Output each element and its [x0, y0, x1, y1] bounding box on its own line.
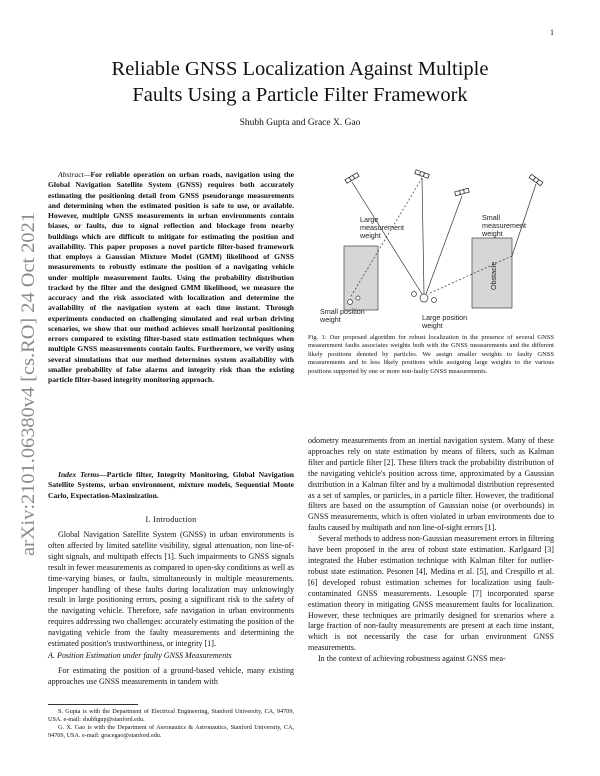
figure-1: [310, 170, 554, 330]
figure-caption: Fig. 1: Our proposed algorithm for robust localization in the presence of several GNSS measurement faults associates weights both with the GNSS measurements and the different likely positions denoted by particles. We assign smaller weights to faulty GNSS measurements and to less likely positions while assigning large weights to the various positions supported by one or more non-faulty GNSS measurements.: [308, 334, 554, 375]
index-terms: [48, 470, 294, 501]
footnote-divider: [48, 704, 138, 705]
footnote-1: S. Gupta is with the Department of Electrical Engineering, Stanford University, CA, 94709, USA. e-mail: shubhgup@stanford.edu.: [48, 708, 294, 723]
right-paragraph-2: Several methods to address non-Gaussian measurement errors in filtering have been proposed in the area of robust state estimation. Karlgaard [3] integrated the Huber estimation technique with Kalman filter for outlier-robust state estimation. Pesonen [4], Medina et al. [5], and Crespillo et al. [6] developed robust estimation schemes for localization using fault-contaminated GNSS measurements. Lesouple [7] incorporated sparse estimation theory in mitigating GNSS measurement faults for localization. However, these techniques are primarily designed for scenarios where a large fraction of non-faulty measurements are present at each time instant, which is not necessarily the case for urban environment GNSS measurements.: [308, 534, 554, 653]
figure-1-diagram: [310, 170, 554, 330]
authors: Shubh Gupta and Grace X. Gao: [239, 118, 361, 128]
small-position-weight-label: Small position weight: [320, 307, 365, 324]
right-paragraph-1: odometry measurements from an inertial navigation system. Many of these approaches rely on state estimation by means of filters, such as Kalman filter and particle filter [2]. These filters track the probability distribution of the navigating vehicle's position across time, approximated by a Gaussian distribution in a Kalman filter and by a multimodal distribution represented as a set of samples, or particles, in a particle filter. However, the traditional filters are based on the assumption of Gaussian noise (or overbounds) in GNSS measurements, which is often violated in urban environments due to faults caused by multipath and non line-of-sight errors [1].: [308, 436, 554, 533]
intro-paragraph-1: Global Navigation Satellite System (GNSS) in urban environments is often affected by limited satellite visibility, signal attenuation, non line-of-sight signals, and multipath effects [1]. Such impairments to GNSS signals result in fewer measurements as compared to open-sky conditions as well as time-varying biases, or faults, simultaneously in multiple measurements. Improper handling of these faults during localization may unknowingly result in large positioning errors, posing a significant risk to the safety of the navigating vehicle. Therefore, safe navigation in urban environments requires addressing two challenges: accurately estimating the position of the navigating vehicle from the faulty measurements and determining the estimated position's trustworthiness, or integrity [1].: [48, 530, 294, 649]
section-heading-introduction: I. Introduction: [145, 515, 197, 524]
page-number: 1: [550, 28, 554, 37]
right-column-text: [308, 436, 554, 665]
title-line-1: Reliable GNSS Localization Against Multiple: [111, 58, 489, 80]
large-position-weight-label: Large position weight: [422, 313, 468, 330]
subsection-a-paragraph: [48, 666, 294, 688]
paper-title: [60, 56, 540, 108]
index-terms-label: Index Terms—: [58, 470, 107, 479]
small-measurement-weight-label: Small measurement weight: [482, 213, 526, 238]
subsection-heading-a: A. Position Estimation under faulty GNSS Measurements: [48, 651, 232, 660]
footnotes: [48, 708, 294, 740]
footnote-2: G. X. Gao is with the Department of Aeronautics & Astronautics, Stanford University, CA, 94709, USA. e-mail: gracegao@stanford.edu.: [48, 724, 294, 739]
satellite-icon: [345, 170, 543, 196]
intro-paragraph: [48, 530, 294, 650]
index-terms-text: Particle filter, Integrity Monitoring, Global Navigation Satellite Systems, urban environment, mixture models, Sequential Monte Carlo, Expectation-Maximization.: [48, 470, 295, 500]
abstract: [48, 170, 294, 385]
arxiv-stamp: [6, 208, 46, 560]
arxiv-stamp-text: arXiv:2101.06380v4 [cs.RO] 24 Oct 2021: [18, 235, 39, 556]
obstacle-label: Obstacle: [489, 261, 498, 290]
subsection-a-paragraph-1: For estimating the position of a ground-based vehicle, many existing approaches use GNSS measurements in tandem with: [48, 666, 294, 686]
abstract-text: For reliable operation on urban roads, navigation using the Global Navigation Satellite System (GNSS) requires both accurately estimating the positioning detail from GNSS pseudorange measurements and determining when the estimated position is safe to use, or available. However, multiple GNSS measurements in urban environments contain biases, or faults, due to signal reflection and blockage from nearby buildings which are difficult to mitigate for estimating the position and availability. This paper proposes a novel particle filter-based framework that employs a Gaussian Mixture Model (GMM) likelihood of GNSS measurements to robustly estimate the position of a navigating vehicle under multiple measurement faults. Using the probability distribution tracked by the filter and the designed GMM likelihood, we measure the accuracy and the risk associated with localization and determine the availability of the navigation system at each time instant. Through experiments conducted on challenging simulated and real urban driving scenarios, we show that our method achieves small horizontal positioning errors compared to existing filter-based state estimation techniques when multiple GNSS measurements contain faults. Furthermore, we verify using several simulations that our method determines system availability with smaller probability of false alarms and integrity risk than the existing particle filter-based integrity monitoring approach.: [48, 170, 294, 384]
abstract-label: Abstract—: [58, 170, 91, 179]
large-measurement-weight-label: Large measurement weight: [360, 215, 404, 240]
right-paragraph-3: In the context of achieving robustness against GNSS mea-: [318, 654, 506, 664]
title-line-2: Faults Using a Particle Filter Framework: [132, 84, 468, 106]
